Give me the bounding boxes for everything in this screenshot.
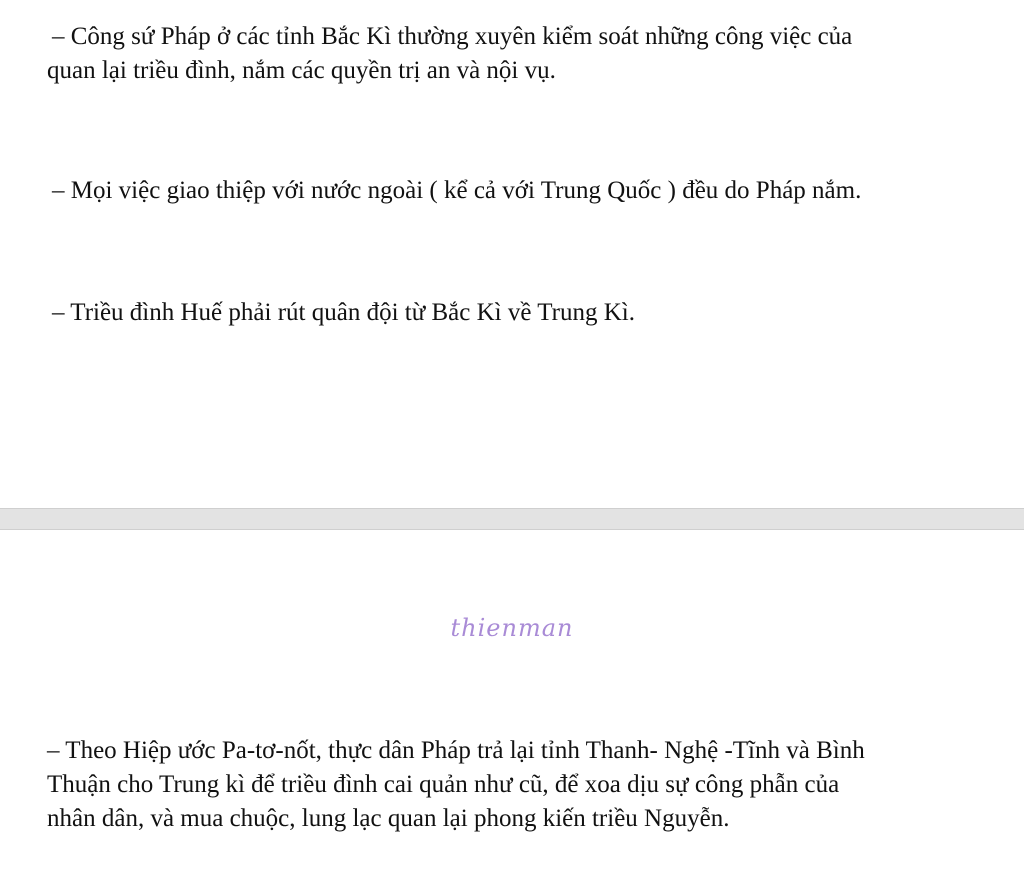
paragraph-giao-thiep: – Mọi việc giao thiệp với nước ngoài ( kể cả với Trung Quốc ) đều do Pháp nắm. xyxy=(52,177,862,204)
paragraph-patonot-line1: – Theo Hiệp ước Pa-tơ-nốt, thực dân Pháp trả lại tỉnh Thanh- Nghệ -Tĩnh và Bình xyxy=(47,737,865,764)
paragraph-rut-quan: – Triều đình Huế phải rút quân đội từ Bắc Kì về Trung Kì. xyxy=(52,299,635,326)
document-page-bottom xyxy=(0,530,1024,884)
paragraph-patonot-line2: Thuận cho Trung kì để triều đình cai quản như cũ, để xoa dịu sự công phẫn của xyxy=(47,771,840,798)
paragraph-cong-su-line1: – Công sứ Pháp ở các tỉnh Bắc Kì thường xuyên kiểm soát những công việc của xyxy=(52,23,853,50)
watermark-text: thienman xyxy=(450,614,574,642)
paragraph-patonot-line3: nhân dân, và mua chuộc, lung lạc quan lại phong kiến triều Nguyễn. xyxy=(47,805,730,832)
page-break-gap xyxy=(0,508,1024,530)
paragraph-cong-su-line2: quan lại triều đình, nắm các quyền trị an và nội vụ. xyxy=(47,57,556,84)
